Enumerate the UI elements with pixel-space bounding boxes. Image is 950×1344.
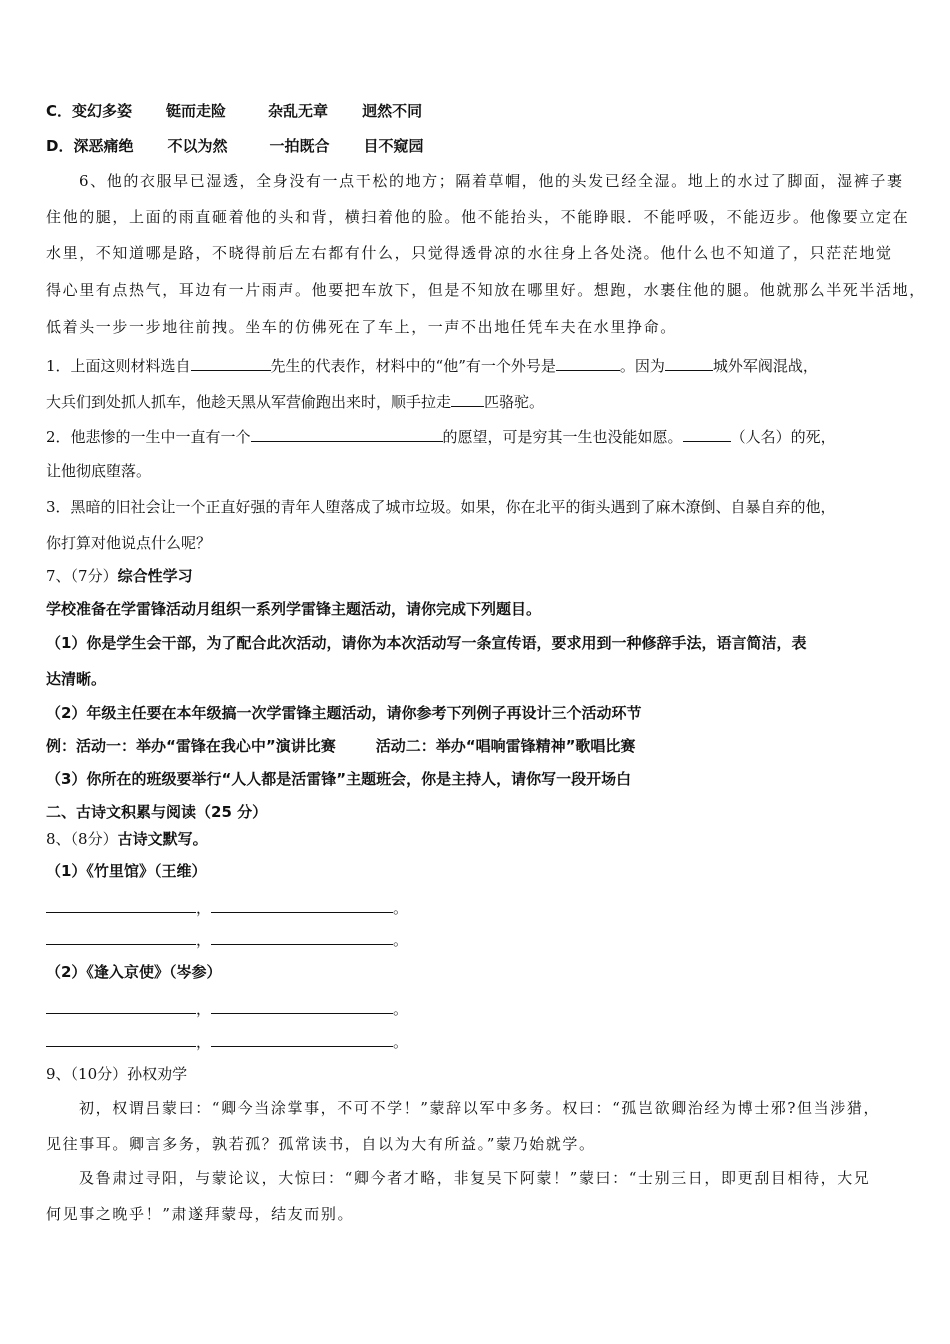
answer-blank[interactable] (211, 929, 393, 945)
q7-p2: （2）年级主任要在本年级搞一次学雷锋主题活动，请你参考下列例子再设计三个活动环节 (46, 704, 642, 722)
q6-passage-line-4: 得心里有点热气，耳边有一片雨声。他要把车放下，但是不知放在哪里好。想跑，水裹住他的腿。他就那么半死半活地， (46, 281, 926, 299)
option-c-item-4: 迥然不同 (362, 102, 423, 120)
q7-p1-line-1: （1）你是学生会干部，为了配合此次活动，请你为本次活动写一条宣传语，要求用到一种修辞手法，语言简洁，表 (46, 634, 807, 652)
answer-blank[interactable] (211, 998, 393, 1014)
q7-heading: 7、（7分）综合性学习 (46, 567, 193, 585)
q8-poem1-line-1: ， 。 (46, 897, 408, 918)
q8-poem1-title: （1）《竹里馆》（王维） (46, 862, 207, 880)
option-d-item-3: 一拍既合 (269, 137, 330, 155)
q7-p1-line-2: 达清晰。 (46, 670, 107, 688)
q8-heading: 8、（8分）古诗文默写。 (46, 830, 208, 848)
option-c-item-1: 变幻多姿 (72, 102, 133, 120)
option-c-item-3: 杂乱无章 (268, 102, 329, 120)
q7-p3: （3）你所在的班级要举行“人人都是活雷锋”主题班会，你是主持人，请你写一段开场白 (46, 770, 632, 788)
q9-para1-line-1: 初，权谓吕蒙曰：“卿今当涂掌事，不可不学！”蒙辞以军中多务。权曰：“孤岂欲卿治经为博士邪?但当涉猎， (79, 1099, 881, 1117)
q6-sub3-line-1: 3．黑暗的旧社会让一个正直好强的青年人堕落成了城市垃圾。如果，你在北平的街头遇到了麻木潦倒、自暴自弃的他， (46, 498, 836, 516)
q6-sub3-line-2: 你打算对他说点什么呢？ (46, 534, 212, 552)
q9-para1-line-2: 见往事耳。卿言多务，孰若孤？孤常读书，自以为大有所益。”蒙乃始就学。 (46, 1135, 596, 1153)
q9-heading: 9、（10分）孙权劝学 (46, 1065, 188, 1083)
answer-blank[interactable] (211, 897, 393, 913)
q6-sub1-line-1: 1．上面这则材料选自 先生的代表作，材料中的“他”有一个外号是 。因为 城外军阀混战， (46, 357, 818, 375)
q6-passage-line-1: 6、他的衣服早已湿透，全身没有一点干松的地方；隔着草帽，他的头发已经全湿。地上的水过了脚面，湿裤子裹 (79, 172, 904, 190)
option-c-item-2: 铤而走险 (166, 102, 227, 120)
option-d-label: D． (46, 137, 74, 155)
q6-passage-line-5: 低着头一步一步地往前拽。坐车的仿佛死在了车上，一声不出地任凭车夫在水里挣命。 (46, 318, 677, 336)
q6-passage-line-3: 水里，不知道哪是路，不晓得前后左右都有什么，只觉得透骨凉的水往身上各处浇。他什么也不知道了，只茫茫地觉 (46, 244, 893, 262)
answer-blank[interactable] (46, 998, 196, 1014)
q6-sub2-line-1: 2．他悲惨的一生中一直有一个 的愿望，可是穷其一生也没能如愿。 （人名）的死， (46, 428, 836, 446)
option-c (46, 101, 422, 121)
q8-poem2-line-1: ， 。 (46, 998, 408, 1019)
section2-title: 二、古诗文积累与阅读（25 分） (46, 803, 268, 821)
answer-blank[interactable] (46, 897, 196, 913)
option-d-item-1: 深恶痛绝 (73, 137, 134, 155)
option-d (46, 136, 424, 156)
q6-passage-line-2: 住他的腿，上面的雨直砸着他的头和背，横扫着他的脸。他不能抬头，不能睁眼．不能呼吸，不能迈步。他像要立定在 (46, 208, 910, 226)
answer-blank-city[interactable] (665, 355, 713, 371)
option-d-item-4: 目不窥园 (363, 137, 424, 155)
q8-poem2-line-2: ， 。 (46, 1031, 408, 1052)
answer-blank-wish[interactable] (251, 426, 443, 442)
option-c-label: C． (46, 102, 73, 120)
answer-blank[interactable] (211, 1031, 393, 1047)
answer-blank-nickname[interactable] (556, 355, 620, 371)
q6-sub1-line-2: 大兵们到处抓人抓车，他趁天黑从军营偷跑出来时，顺手拉走 匹骆驼。 (46, 393, 545, 411)
q9-para2-line-2: 何见事之晚乎！”肃遂拜蒙母，结友而别。 (46, 1205, 355, 1223)
answer-blank-camel-count[interactable] (451, 391, 484, 407)
answer-blank-author[interactable] (191, 355, 271, 371)
option-d-item-2: 不以为然 (167, 137, 228, 155)
q7-intro: 学校准备在学雷锋活动月组织一系列学雷锋主题活动，请你完成下列题目。 (46, 600, 542, 618)
q8-poem2-title: （2）《逢入京使》（岑参） (46, 963, 222, 981)
answer-blank-person[interactable] (683, 426, 731, 442)
q8-poem1-line-2: ， 。 (46, 929, 408, 950)
q6-sub2-line-2: 让他彻底堕落。 (46, 462, 152, 480)
q9-para2-line-1: 及鲁肃过寻阳，与蒙论议，大惊曰：“卿今者才略，非复吴下阿蒙！”蒙曰：“士别三日，即更刮目相待，大兄 (79, 1169, 871, 1187)
q7-example: 例：活动一：举办“雷锋在我心中”演讲比赛 活动二：举办“唱响雷锋精神”歌唱比赛 (46, 737, 636, 755)
answer-blank[interactable] (46, 929, 196, 945)
answer-blank[interactable] (46, 1031, 196, 1047)
